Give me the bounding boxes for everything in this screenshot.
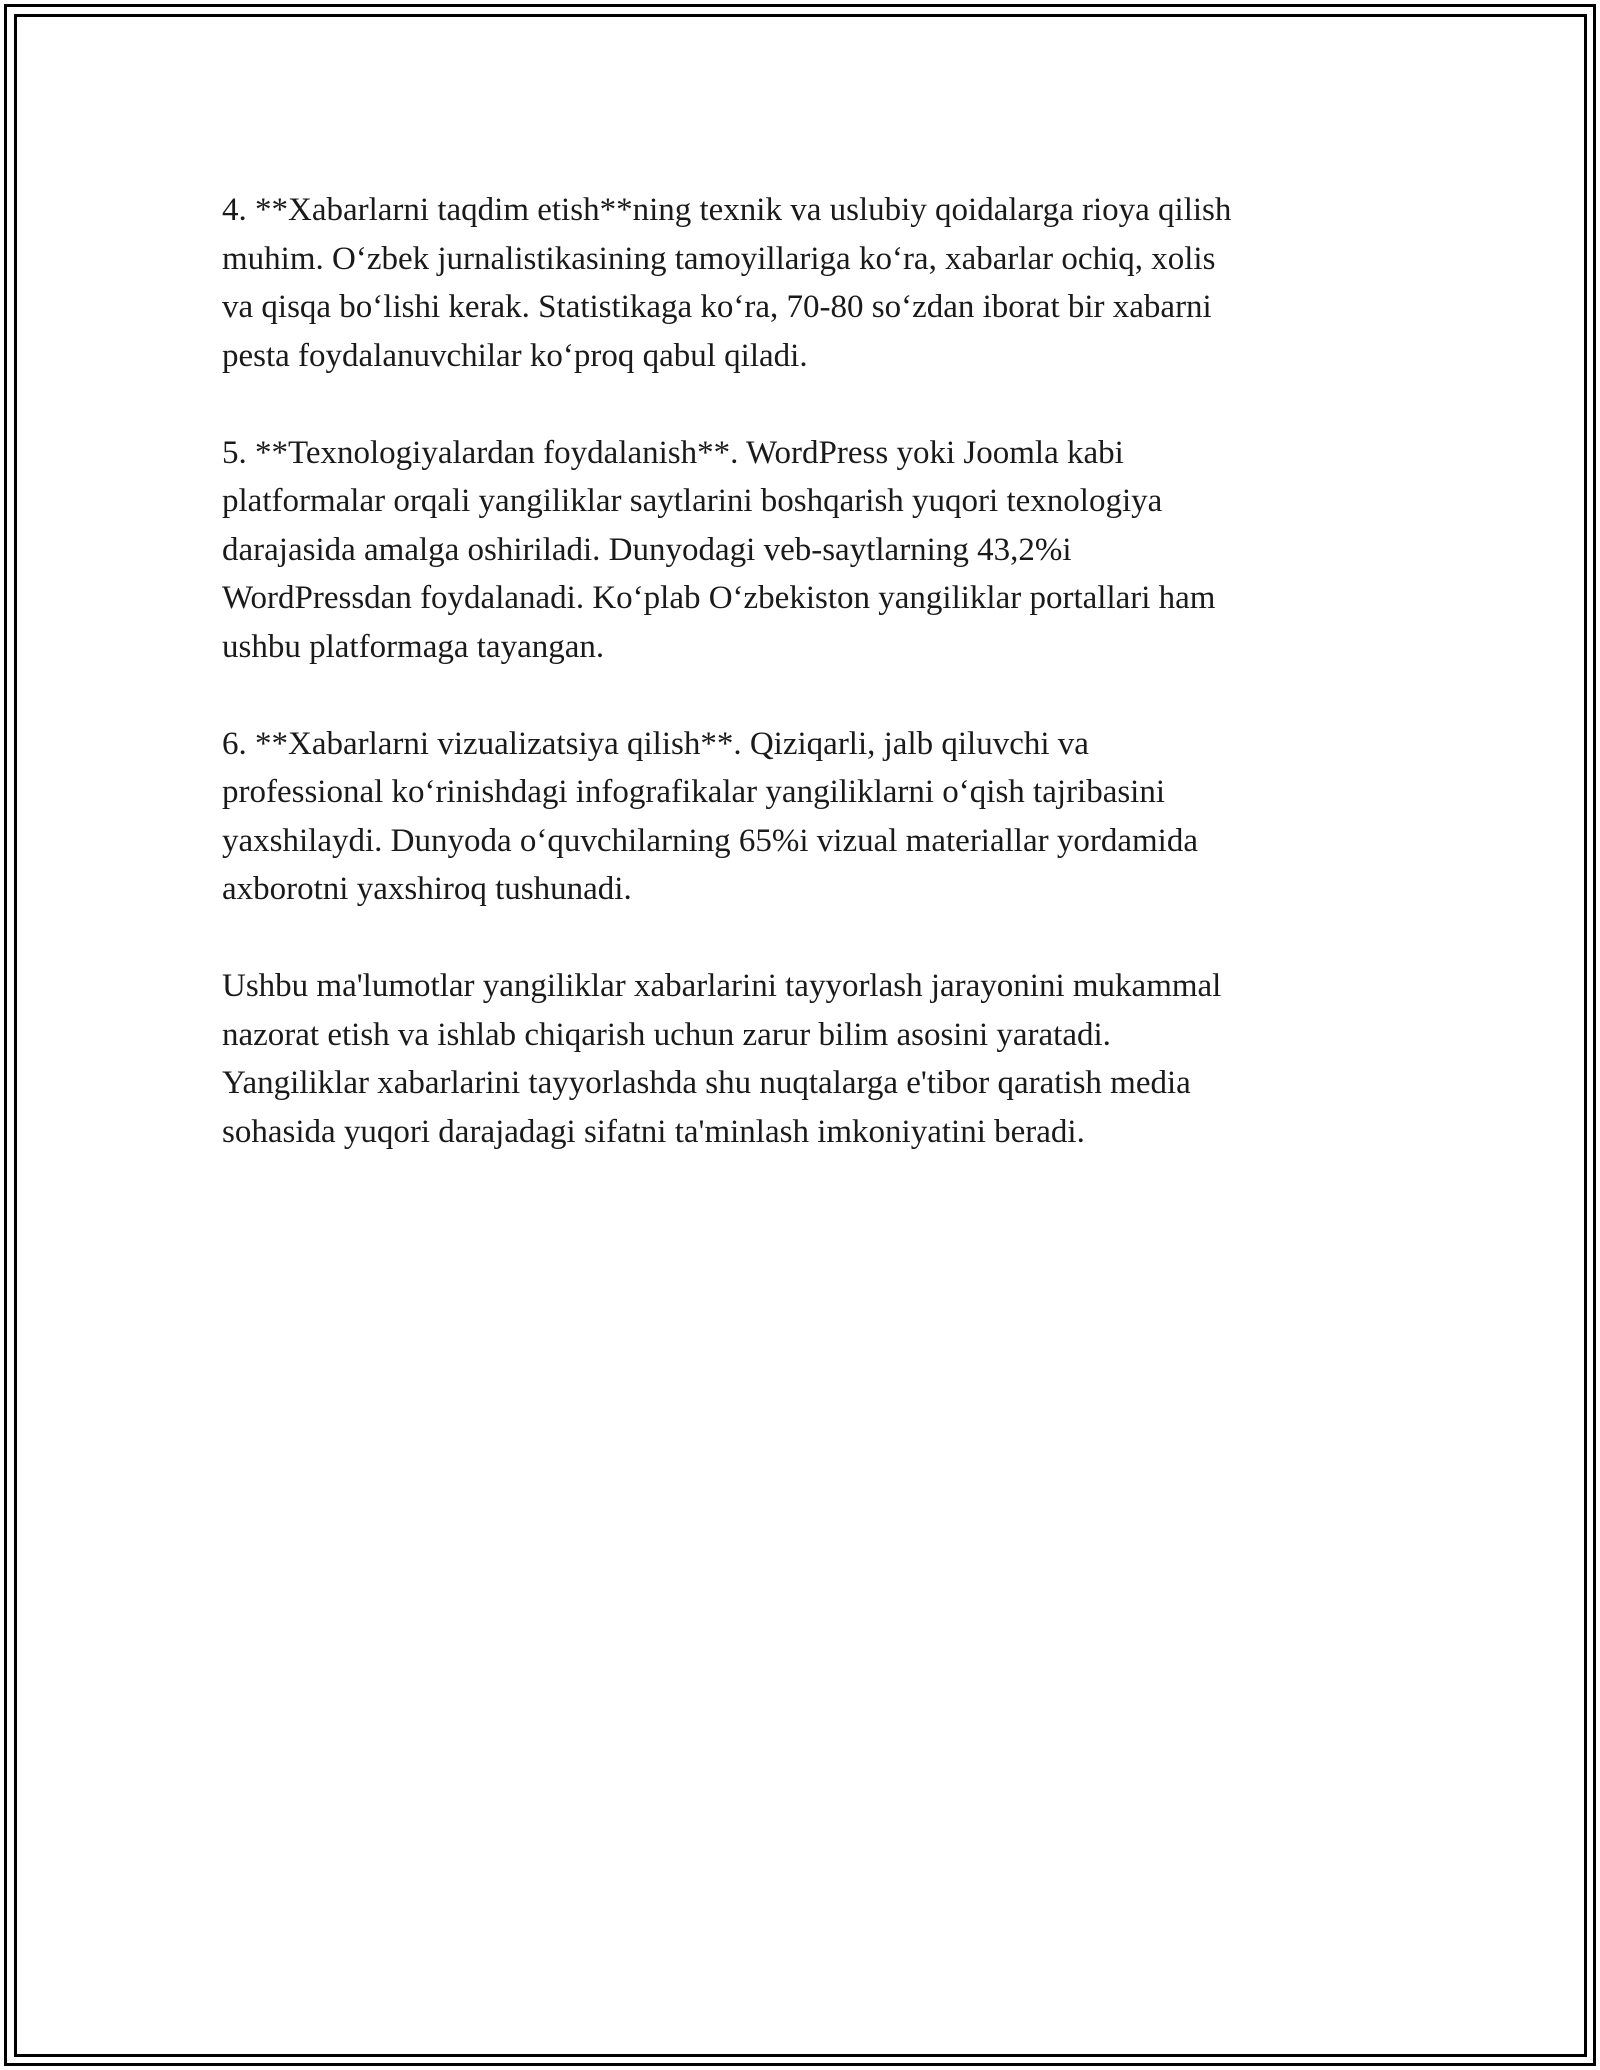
paragraph-item-5-technology-use: 5. **Texnologiyalardan foydalanish**. WordPress yoki Joomla kabi platformalar orqali yangiliklar saytlarini boshqarish yuqori texnologiya darajasida amalga oshiriladi. Dunyodagi veb-saytlarning 43,2%i WordPressdan foydalanadi. Ko‘plab O‘zbekiston yangiliklar portallari ham ushbu platformaga tayangan. — [222, 434, 1216, 665]
paragraph-item-6-news-visualization: 6. **Xabarlarni vizualizatsiya qilish**. Qiziqarli, jalb qiluvchi va professional ko‘rinishdagi infografikalar yangiliklarni o‘qish tajribasini yaxshilaydi. Dunyoda o‘quvchilarning 65%i vizual materiallar yordamida axborotni yaxshiroq tushunadi. — [222, 725, 1198, 907]
paragraph-conclusion: Ushbu ma'lumotlar yangiliklar xabarlarini tayyorlash jarayonini mukammal nazorat etish va ishlab chiqarish uchun zarur bilim asosini yaratadi. Yangiliklar xabarlarini tayyorlashda shu nuqtalarga e'tibor qaratish media sohasida yuqori darajadagi sifatni ta'minlash imkoniyatini beradi. — [222, 968, 1222, 1150]
paragraph-item-4-news-presentation: 4. **Xabarlarni taqdim etish**ning texnik va uslubiy qoidalarga rioya qilish muhim. O‘zbek jurnalistikasining tamoyillariga ko‘ra, xabarlar ochiq, xolis va qisqa bo‘lishi kerak. Statistikaga ko‘ra, 70-80 so‘zdan iborat bir xabarni pesta foydalanuvchilar ko‘proq qabul qiladi. — [222, 192, 1232, 374]
document-body — [222, 186, 1372, 1205]
